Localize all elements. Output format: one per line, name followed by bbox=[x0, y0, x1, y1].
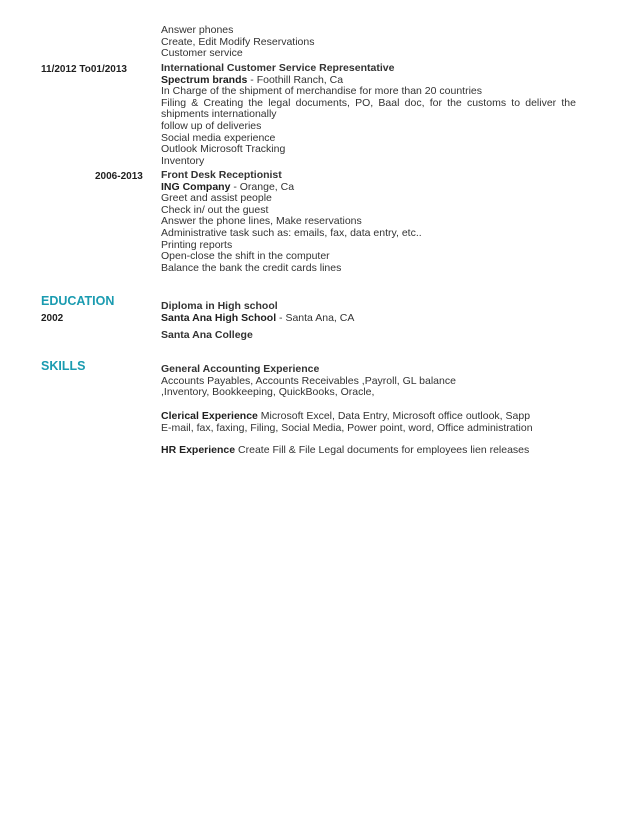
education-college: Santa Ana College bbox=[161, 329, 253, 341]
education-heading: EDUCATION bbox=[41, 294, 115, 308]
duty-line: Create, Edit Modify Reservations bbox=[161, 35, 315, 48]
job2-duty: Answer the phone lines, Make reservations bbox=[161, 215, 362, 228]
skills-clerical bbox=[161, 411, 533, 434]
skills-heading: SKILLS bbox=[41, 359, 86, 373]
skills-clerical-title: Clerical Experience bbox=[161, 410, 258, 422]
duty-line: Customer service bbox=[161, 47, 243, 60]
job2-company: ING Company bbox=[161, 180, 231, 193]
job1-duty: follow up of deliveries bbox=[161, 119, 262, 132]
job1-duty: Inventory bbox=[161, 154, 205, 167]
job1-dates: 11/2012 To01/2013 bbox=[41, 64, 127, 75]
skills-accounting-line: Accounts Payables, Accounts Receivables ,Payroll, GL balance bbox=[161, 374, 456, 387]
job2-dates: 2006-2013 bbox=[95, 171, 143, 182]
job1-duty: Filing & Creating the legal documents, PO, Baal doc, for the customs to deliver the bbox=[161, 96, 576, 109]
previous-job-duties bbox=[161, 25, 314, 60]
job1-duty: In Charge of the shipment of merchandise for more than 20 countries bbox=[161, 85, 483, 98]
job1-company: Spectrum brands bbox=[161, 73, 248, 86]
skills-hr-text: Create Fill & File Legal documents for employees lien releases bbox=[235, 444, 530, 456]
job1-duty: Social media experience bbox=[161, 131, 276, 144]
job2-duty: Administrative task such as: emails, fax, data entry, etc.. bbox=[161, 226, 422, 239]
job1-duty: Outlook Microsoft Tracking bbox=[161, 143, 286, 156]
job2-duty: Greet and assist people bbox=[161, 192, 272, 205]
education-school: Santa Ana High School bbox=[161, 312, 277, 324]
education-school-line bbox=[161, 312, 354, 324]
skills-hr bbox=[161, 445, 529, 457]
skills-accounting-line: ,Inventory, Bookkeeping, QuickBooks, Oracle, bbox=[161, 386, 375, 399]
skills-hr-title: HR Experience bbox=[161, 444, 236, 456]
job1-entry bbox=[161, 63, 576, 167]
job2-entry bbox=[161, 170, 422, 274]
job2-duty: Check in/ out the guest bbox=[161, 203, 269, 216]
job2-location: - Orange, Ca bbox=[230, 180, 295, 193]
skills-accounting bbox=[161, 364, 456, 399]
skills-accounting-title: General Accounting Experience bbox=[161, 363, 320, 375]
skills-clerical-text: Microsoft Excel, Data Entry, Microsoft office outlook, Sapp bbox=[257, 410, 531, 422]
skills-clerical-line2: E-mail, fax, faxing, Filing, Social Media, Power point, word, Office administration bbox=[161, 421, 533, 434]
job1-duty: shipments internationally bbox=[161, 108, 277, 121]
job1-location: - Foothill Ranch, Ca bbox=[247, 73, 344, 86]
job1-title: International Customer Service Representative bbox=[161, 62, 395, 74]
education-entry bbox=[161, 300, 354, 341]
job2-duty: Printing reports bbox=[161, 238, 233, 251]
job2-duty: Balance the bank the credit cards lines bbox=[161, 261, 342, 274]
education-diploma: Diploma in High school bbox=[161, 300, 278, 312]
duty-line: Answer phones bbox=[161, 24, 234, 36]
job2-title: Front Desk Receptionist bbox=[161, 169, 282, 181]
education-school-location: - Santa Ana, CA bbox=[276, 312, 355, 324]
skills-clerical-line1 bbox=[161, 411, 533, 423]
education-year: 2002 bbox=[41, 313, 64, 324]
skills-hr-line bbox=[161, 445, 529, 457]
job2-duty: Open-close the shift in the computer bbox=[161, 250, 330, 263]
